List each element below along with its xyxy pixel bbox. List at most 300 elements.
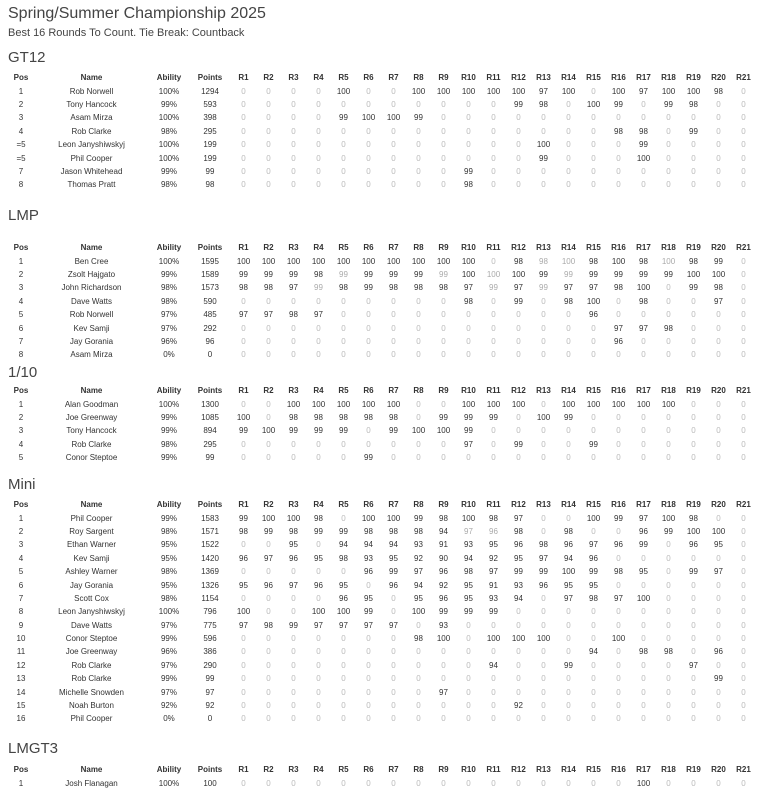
pos-cell: 4 [18, 439, 24, 449]
round-cell: 0 [566, 620, 571, 630]
round-cell: 97 [289, 283, 298, 293]
round-cell: 100 [461, 513, 476, 523]
round-cell: 0 [441, 660, 446, 670]
pos-cell: 8 [18, 350, 24, 360]
round-cell: 0 [241, 336, 246, 346]
round-cell: 90 [439, 553, 448, 563]
column-header: R6 [363, 500, 374, 510]
round-cell: 0 [741, 113, 746, 123]
round-cell: 0 [541, 453, 546, 463]
column-header: R3 [288, 386, 299, 396]
round-cell: 0 [516, 336, 521, 346]
round-cell: 0 [266, 412, 271, 422]
round-cell: 0 [366, 439, 371, 449]
class-title: 1/10 [8, 364, 38, 381]
round-cell: 0 [241, 180, 246, 190]
round-cell: 0 [341, 701, 346, 711]
column-header: R1 [238, 243, 249, 253]
column-header: R17 [636, 765, 651, 775]
ability-cell: 98% [160, 439, 177, 449]
round-cell: 96 [439, 567, 448, 577]
round-cell: 0 [266, 99, 271, 109]
column-header: Name [80, 765, 103, 775]
round-cell: 97 [589, 540, 598, 550]
round-cell: 0 [666, 439, 671, 449]
round-cell: 0 [391, 647, 396, 657]
round-cell: 0 [741, 399, 746, 409]
round-cell: 92 [514, 701, 523, 711]
round-cell: 94 [364, 540, 373, 550]
points-cell: 1583 [201, 513, 219, 523]
round-cell: 95 [589, 580, 598, 590]
round-cell: 95 [339, 580, 348, 590]
table-row [8, 592, 756, 605]
round-cell: 99 [689, 283, 698, 293]
round-cell: 95 [639, 567, 648, 577]
column-header: R11 [486, 243, 501, 253]
ability-cell: 97% [160, 310, 177, 320]
round-cell: 0 [391, 674, 396, 684]
round-cell: 0 [241, 540, 246, 550]
table-row [8, 424, 756, 437]
round-cell: 0 [641, 99, 646, 109]
pos-cell: 2 [18, 269, 24, 279]
round-cell: 0 [391, 310, 396, 320]
round-cell: 0 [541, 426, 546, 436]
column-header: R14 [561, 243, 576, 253]
pos-cell: 15 [16, 701, 26, 711]
table-row [8, 295, 756, 308]
round-cell: 0 [291, 439, 296, 449]
round-cell: 99 [439, 412, 448, 422]
round-cell: 100 [286, 513, 301, 523]
round-cell: 0 [366, 310, 371, 320]
round-cell: 96 [639, 526, 648, 536]
round-cell: 99 [539, 153, 548, 163]
header-row [8, 498, 756, 511]
round-cell: 0 [741, 701, 746, 711]
round-cell: 0 [616, 714, 621, 724]
round-cell: 0 [416, 140, 421, 150]
column-header: R20 [711, 386, 726, 396]
round-cell: 0 [266, 660, 271, 670]
column-header: R18 [661, 500, 676, 510]
ability-cell: 0% [163, 350, 175, 360]
column-header: R2 [263, 73, 274, 83]
name-cell: Phil Cooper [70, 153, 113, 163]
round-cell: 0 [616, 674, 621, 684]
round-cell: 95 [314, 553, 323, 563]
ability-cell: 100% [158, 399, 180, 409]
round-cell: 99 [364, 453, 373, 463]
round-cell: 0 [491, 126, 496, 136]
header-row [8, 384, 756, 397]
round-cell: 0 [691, 553, 696, 563]
round-cell: 94 [589, 647, 598, 657]
round-cell: 100 [361, 256, 376, 266]
ability-cell: 0% [163, 714, 175, 724]
round-cell: 0 [541, 526, 546, 536]
table-row [8, 308, 756, 321]
round-cell: 99 [514, 99, 523, 109]
column-header: R10 [461, 386, 476, 396]
round-cell: 100 [411, 86, 426, 96]
round-cell: 0 [441, 99, 446, 109]
round-cell: 0 [641, 439, 646, 449]
column-header: Points [197, 500, 223, 510]
round-cell: 0 [266, 153, 271, 163]
round-cell: 100 [686, 526, 701, 536]
round-cell: 0 [516, 453, 521, 463]
round-cell: 0 [291, 296, 296, 306]
round-cell: 100 [436, 426, 451, 436]
round-cell: 100 [636, 153, 651, 163]
name-cell: Leon Janyshiwskyj [58, 140, 125, 150]
round-cell: 0 [241, 99, 246, 109]
points-cell: 1294 [201, 86, 219, 96]
round-cell: 0 [466, 153, 471, 163]
round-cell: 0 [566, 113, 571, 123]
round-cell: 0 [241, 453, 246, 463]
round-cell: 99 [614, 99, 623, 109]
name-cell: Scott Cox [74, 593, 109, 603]
column-header: R9 [438, 386, 449, 396]
points-cell: 398 [203, 113, 217, 123]
round-cell: 0 [266, 336, 271, 346]
round-cell: 99 [414, 269, 423, 279]
table-row [8, 699, 756, 712]
round-cell: 0 [266, 180, 271, 190]
round-cell: 0 [491, 778, 496, 788]
round-cell: 0 [391, 453, 396, 463]
round-cell: 0 [591, 140, 596, 150]
round-cell: 0 [366, 350, 371, 360]
round-cell: 0 [516, 660, 521, 670]
round-cell: 98 [389, 412, 398, 422]
round-cell: 0 [516, 714, 521, 724]
results-table [8, 763, 756, 790]
round-cell: 99 [339, 426, 348, 436]
column-header: R6 [363, 73, 374, 83]
round-cell: 0 [316, 660, 321, 670]
round-cell: 0 [591, 153, 596, 163]
round-cell: 92 [439, 580, 448, 590]
round-cell: 0 [666, 350, 671, 360]
round-cell: 98 [564, 296, 573, 306]
round-cell: 0 [316, 701, 321, 711]
column-header: R11 [486, 386, 501, 396]
name-cell: Kev Samji [73, 323, 110, 333]
round-cell: 99 [289, 620, 298, 630]
round-cell: 0 [741, 553, 746, 563]
pos-cell: 2 [18, 526, 24, 536]
round-cell: 98 [589, 593, 598, 603]
round-cell: 0 [441, 140, 446, 150]
round-cell: 0 [241, 593, 246, 603]
round-cell: 0 [666, 567, 671, 577]
round-cell: 0 [591, 126, 596, 136]
round-cell: 100 [711, 269, 726, 279]
round-cell: 0 [291, 166, 296, 176]
round-cell: 0 [366, 153, 371, 163]
round-cell: 0 [366, 336, 371, 346]
column-header: R10 [461, 243, 476, 253]
table-row [8, 151, 756, 164]
points-cell: 96 [205, 336, 215, 346]
round-cell: 0 [366, 296, 371, 306]
round-cell: 0 [466, 113, 471, 123]
round-cell: 0 [716, 350, 721, 360]
round-cell: 97 [514, 283, 523, 293]
round-cell: 96 [289, 553, 298, 563]
column-header: R21 [736, 386, 751, 396]
round-cell: 0 [266, 647, 271, 657]
round-cell: 0 [641, 660, 646, 670]
round-cell: 0 [591, 86, 596, 96]
round-cell: 100 [686, 86, 701, 96]
round-cell: 99 [514, 439, 523, 449]
round-cell: 0 [566, 647, 571, 657]
round-cell: 0 [666, 453, 671, 463]
round-cell: 98 [364, 526, 373, 536]
round-cell: 0 [516, 687, 521, 697]
round-cell: 0 [591, 687, 596, 697]
round-cell: 98 [289, 310, 298, 320]
ability-cell: 98% [160, 296, 177, 306]
round-cell: 0 [516, 310, 521, 320]
round-cell: 97 [614, 323, 623, 333]
round-cell: 0 [741, 674, 746, 684]
round-cell: 0 [716, 634, 721, 644]
round-cell: 0 [266, 567, 271, 577]
round-cell: 0 [591, 412, 596, 422]
round-cell: 0 [691, 180, 696, 190]
round-cell: 0 [616, 526, 621, 536]
round-cell: 100 [286, 399, 301, 409]
round-cell: 100 [261, 426, 276, 436]
round-cell: 0 [466, 336, 471, 346]
round-cell: 0 [666, 580, 671, 590]
round-cell: 94 [389, 540, 398, 550]
round-cell: 0 [291, 99, 296, 109]
round-cell: 0 [491, 113, 496, 123]
round-cell: 0 [466, 620, 471, 630]
column-header: R21 [736, 765, 751, 775]
column-header: R5 [338, 73, 349, 83]
points-cell: 485 [203, 310, 217, 320]
round-cell: 0 [541, 607, 546, 617]
round-cell: 0 [691, 140, 696, 150]
round-cell: 0 [566, 153, 571, 163]
round-cell: 96 [489, 526, 498, 536]
name-cell: Conor Steptoe [65, 453, 118, 463]
round-cell: 0 [391, 350, 396, 360]
round-cell: 0 [241, 567, 246, 577]
round-cell: 0 [741, 567, 746, 577]
header-row [8, 763, 756, 776]
round-cell: 0 [591, 166, 596, 176]
round-cell: 0 [741, 714, 746, 724]
round-cell: 93 [514, 580, 523, 590]
round-cell: 0 [316, 540, 321, 550]
table-row [8, 672, 756, 685]
round-cell: 0 [666, 607, 671, 617]
points-cell: 0 [207, 350, 213, 360]
column-header: R10 [461, 73, 476, 83]
results-table [8, 498, 756, 726]
round-cell: 0 [241, 687, 246, 697]
round-cell: 100 [636, 399, 651, 409]
column-header: R3 [288, 73, 299, 83]
round-cell: 0 [691, 778, 696, 788]
round-cell: 96 [389, 580, 398, 590]
round-cell: 95 [414, 593, 423, 603]
round-cell: 0 [516, 426, 521, 436]
column-header: R8 [413, 765, 424, 775]
round-cell: 0 [491, 310, 496, 320]
round-cell: 100 [686, 269, 701, 279]
round-cell: 0 [741, 453, 746, 463]
round-cell: 0 [316, 296, 321, 306]
round-cell: 0 [316, 439, 321, 449]
round-cell: 0 [741, 310, 746, 320]
round-cell: 0 [366, 180, 371, 190]
round-cell: 0 [466, 99, 471, 109]
round-cell: 0 [616, 296, 621, 306]
column-header: R2 [263, 386, 274, 396]
round-cell: 0 [641, 620, 646, 630]
round-cell: 0 [691, 674, 696, 684]
round-cell: 97 [539, 86, 548, 96]
ability-cell: 98% [160, 283, 177, 293]
round-cell: 0 [716, 439, 721, 449]
round-cell: 96 [614, 336, 623, 346]
round-cell: 0 [566, 323, 571, 333]
round-cell: 0 [616, 153, 621, 163]
ability-cell: 98% [160, 126, 177, 136]
round-cell: 0 [591, 714, 596, 724]
round-cell: 0 [341, 687, 346, 697]
round-cell: 0 [466, 701, 471, 711]
round-cell: 98 [689, 99, 698, 109]
name-cell: Leon Janyshiwskyj [58, 607, 125, 617]
round-cell: 0 [516, 647, 521, 657]
points-cell: 386 [203, 647, 217, 657]
round-cell: 0 [266, 634, 271, 644]
ability-cell: 100% [158, 778, 180, 788]
round-cell: 99 [714, 674, 723, 684]
round-cell: 97 [464, 526, 473, 536]
round-cell: 97 [289, 580, 298, 590]
round-cell: 99 [664, 99, 673, 109]
round-cell: 0 [316, 714, 321, 724]
column-header: R16 [611, 765, 626, 775]
column-header: R6 [363, 386, 374, 396]
round-cell: 0 [341, 634, 346, 644]
round-cell: 99 [414, 513, 423, 523]
round-cell: 0 [566, 513, 571, 523]
round-cell: 99 [539, 269, 548, 279]
round-cell: 0 [366, 99, 371, 109]
column-header: Ability [156, 765, 182, 775]
round-cell: 0 [716, 701, 721, 711]
round-cell: 0 [566, 140, 571, 150]
round-cell: 0 [266, 714, 271, 724]
pos-cell: 1 [18, 86, 24, 96]
round-cell: 0 [716, 153, 721, 163]
round-cell: 0 [241, 634, 246, 644]
round-cell: 0 [691, 701, 696, 711]
column-header: Pos [13, 243, 29, 253]
round-cell: 100 [286, 256, 301, 266]
points-cell: 1369 [201, 567, 219, 577]
round-cell: 100 [661, 513, 676, 523]
column-header: R14 [561, 500, 576, 510]
round-cell: 0 [541, 439, 546, 449]
ability-cell: 98% [160, 526, 177, 536]
round-cell: 0 [291, 701, 296, 711]
round-cell: 93 [489, 593, 498, 603]
round-cell: 0 [741, 99, 746, 109]
round-cell: 0 [316, 778, 321, 788]
round-cell: 0 [491, 714, 496, 724]
round-cell: 99 [314, 526, 323, 536]
round-cell: 0 [366, 426, 371, 436]
round-cell: 0 [616, 453, 621, 463]
pos-cell: 6 [18, 580, 24, 590]
round-cell: 0 [641, 336, 646, 346]
round-cell: 0 [416, 660, 421, 670]
round-cell: 0 [241, 350, 246, 360]
round-cell: 94 [414, 580, 423, 590]
round-cell: 100 [711, 526, 726, 536]
round-cell: 0 [291, 634, 296, 644]
round-cell: 0 [491, 140, 496, 150]
round-cell: 0 [316, 126, 321, 136]
round-cell: 0 [391, 86, 396, 96]
round-cell: 0 [366, 323, 371, 333]
round-cell: 0 [341, 99, 346, 109]
round-cell: 0 [716, 426, 721, 436]
round-cell: 0 [516, 323, 521, 333]
ability-cell: 100% [158, 256, 180, 266]
round-cell: 91 [489, 580, 498, 590]
round-cell: 100 [611, 256, 626, 266]
round-cell: 0 [291, 180, 296, 190]
round-cell: 0 [691, 350, 696, 360]
round-cell: 0 [616, 553, 621, 563]
round-cell: 0 [641, 412, 646, 422]
round-cell: 0 [466, 323, 471, 333]
column-header: R2 [263, 500, 274, 510]
round-cell: 0 [541, 674, 546, 684]
name-cell: Phil Cooper [70, 513, 113, 523]
round-cell: 0 [566, 310, 571, 320]
column-header: Ability [156, 73, 182, 83]
name-cell: Noah Burton [69, 701, 114, 711]
name-cell: Dave Watts [70, 296, 113, 306]
round-cell: 96 [589, 553, 598, 563]
round-cell: 92 [489, 553, 498, 563]
round-cell: 98 [539, 99, 548, 109]
round-cell: 0 [466, 778, 471, 788]
round-cell: 100 [461, 269, 476, 279]
round-cell: 99 [664, 526, 673, 536]
table-row [8, 552, 756, 565]
round-cell: 0 [441, 126, 446, 136]
column-header: R5 [338, 500, 349, 510]
round-cell: 97 [464, 283, 473, 293]
